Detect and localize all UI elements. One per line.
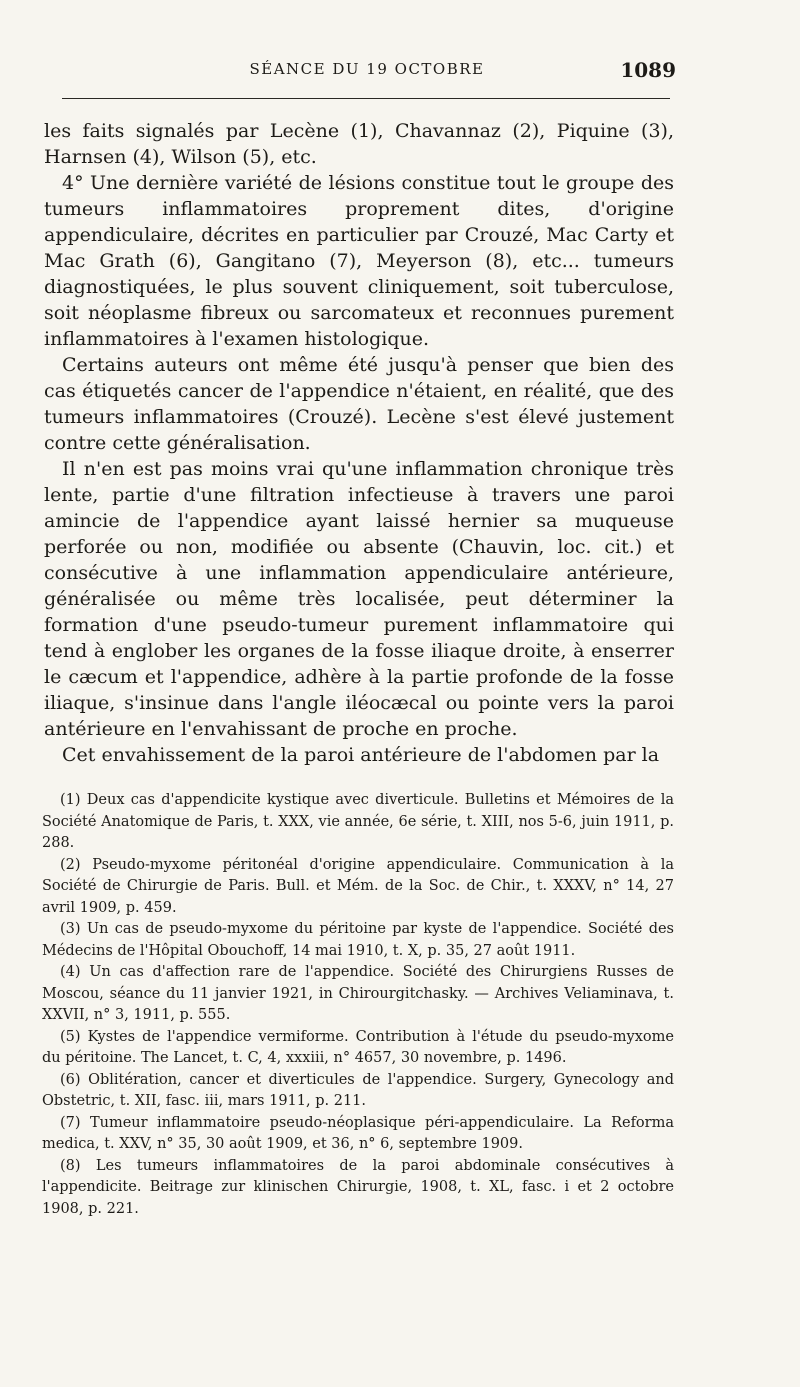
header-rule	[62, 98, 670, 99]
footnote: (6) Oblitération, cancer et diverticules de l'appendice. Surgery, Gynecology and Obstetric, t. XII, fasc. iii, mars 1911, p. 211.	[42, 1071, 674, 1109]
footnote: (5) Kystes de l'appendice vermiforme. Contribution à l'étude du pseudo-myxome du péritoine. The Lancet, t. C, 4, xxxiii, n° 4657, 30 novembre, p. 1496.	[42, 1028, 674, 1066]
footnote: (7) Tumeur inflammatoire pseudo-néoplasique péri-appendiculaire. La Reforma medica, t. XXV, n° 35, 30 août 1909, et 36, n° 6, septembre 1909.	[42, 1114, 674, 1152]
footnotes	[42, 790, 674, 1220]
footnote: (1) Deux cas d'appendicite kystique avec diverticule. Bulletins et Mémoires de la Société Anatomique de Paris, t. XXX, vie année, 6e série, t. XIII, nos 5-6, juin 1911, p. 288.	[42, 792, 674, 851]
main-text	[44, 118, 674, 768]
page-number: 1089	[620, 58, 676, 82]
paragraph: Il n'en est pas moins vrai qu'une inflammation chronique très lente, partie d'une filtration infectieuse à travers une paroi amincie de l'appendice ayant laissé hernier sa muqueuse perforée ou non, modifiée ou absente (Chauvin, loc. cit.) et consécutive à une inflammation appendiculaire antérieure, généralisée ou même très localisée, peut déterminer la formation d'une pseudo-tumeur purement inflammatoire qui tend à englober les organes de la fosse iliaque droite, à enserrer le cæcum et l'appendice, adhère à la partie profonde de la fosse iliaque, s'insinue dans l'angle iléocæcal ou pointe vers la paroi antérieure en l'envahissant de proche en proche.	[44, 458, 674, 740]
running-header	[58, 58, 676, 88]
running-title: SÉANCE DU 19 OCTOBRE	[249, 60, 485, 78]
paragraph: les faits signalés par Lecène (1), Chavannaz (2), Piquine (3), Harnsen (4), Wilson (5), etc.	[44, 120, 674, 168]
paragraph: Cet envahissement de la paroi antérieure de l'abdomen par la	[62, 744, 660, 766]
paragraph: Certains auteurs ont même été jusqu'à penser que bien des cas étiquetés cancer de l'appendice n'étaient, en réalité, que des tumeurs inflammatoires (Crouzé). Lecène s'est élevé justement contre cette généralisation.	[44, 354, 674, 454]
footnote: (3) Un cas de pseudo-myxome du péritoine par kyste de l'appendice. Société des Médecins de l'Hôpital Obouchoff, 14 mai 1910, t. X, p. 35, 27 août 1911.	[42, 921, 674, 959]
footnote: (8) Les tumeurs inflammatoires de la paroi abdominale consécutives à l'appendicite. Beitrage zur klinischen Chirurgie, 1908, t. XL, fasc. i et 2 octobre 1908, p. 221.	[42, 1157, 674, 1217]
paragraph: 4° Une dernière variété de lésions constitue tout le groupe des tumeurs inflammatoires proprement dites, d'origine appendiculaire, décrites en particulier par Crouzé, Mac Carty et Mac Grath (6), Gangitano (7), Meyerson (8), etc... tumeurs diagnostiquées, le plus souvent cliniquement, soit tuberculose, soit néoplasme fibreux ou sarcomateux et reconnues purement inflammatoires à l'examen histologique.	[44, 172, 674, 350]
footnote: (4) Un cas d'affection rare de l'appendice. Société des Chirurgiens Russes de Moscou, séance du 11 janvier 1921, in Chirourgitchasky. — Archives Veliaminava, t. XXVII, n° 3, 1911, p. 555.	[42, 964, 674, 1023]
footnote: (2) Pseudo-myxome péritonéal d'origine appendiculaire. Communication à la Société de Chirurgie de Paris. Bull. et Mém. de la Soc. de Chir., t. XXXV, n° 14, 27 avril 1909, p. 459.	[42, 856, 674, 916]
